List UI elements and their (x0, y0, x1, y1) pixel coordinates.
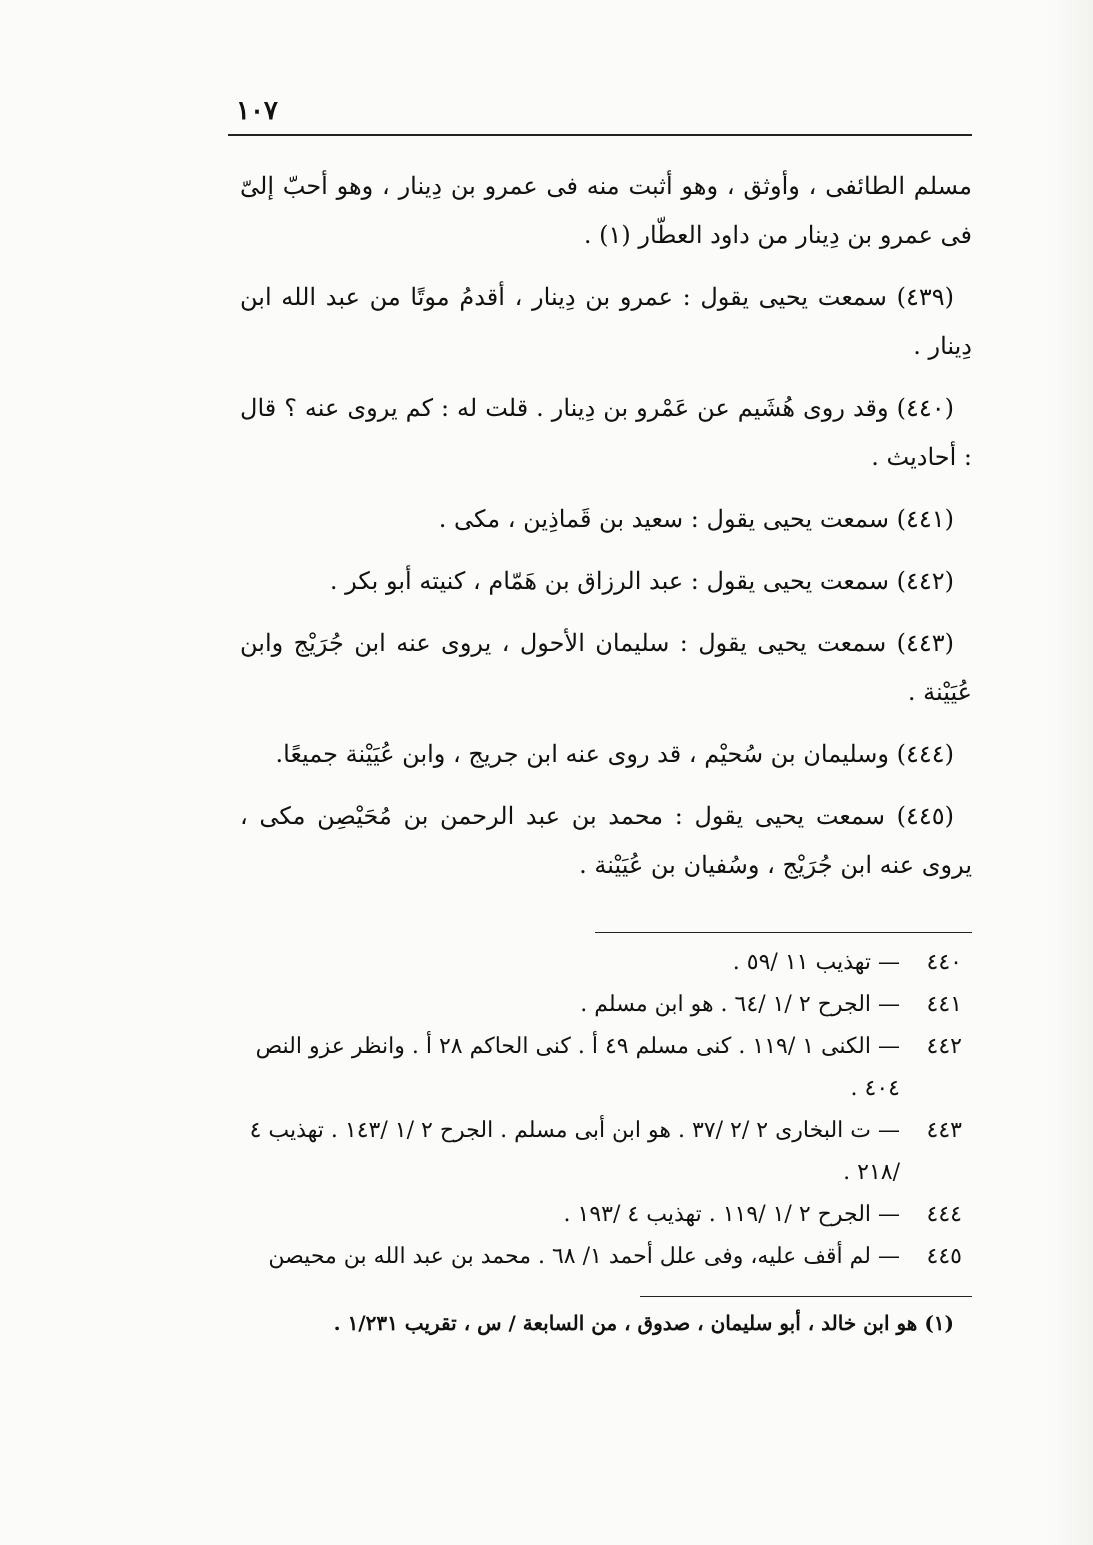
footnote-text: (١) هو ابن خالد ، أبو سليمان ، صدوق ، من السابعة / س ، تقريب ١/٢٣١ . (333, 1311, 954, 1335)
note-443 (240, 1110, 962, 1194)
note-text: — لم أقف عليه، وفى علل أحمد ١/ ٦٨ . محمد بن عبد الله بن محيصن (268, 1244, 900, 1269)
paragraph: مسلم الطائفى ، وأوثق ، وهو أثبت منه فى عمرو بن دِينار ، وهو أحبّ إلىّ فى عمرو بن دِينار من داود العطّار (١) . (240, 172, 972, 249)
paragraph-439: (٤٣٩) سمعت يحيى يقول : عمرو بن دِينار ، أقدمُ موتًا من عبد الله ابن دِينار . (240, 283, 972, 360)
note-number: ٤٤٠ (926, 950, 962, 975)
note-440 (240, 942, 962, 984)
note-number: ٤٤٣ (926, 1118, 962, 1143)
note-text: — الجرح ٢ /١ /٦٤ . هو ابن مسلم . (580, 992, 900, 1017)
page-edge (1048, 0, 1093, 1545)
note-number: ٤٤١ (926, 992, 962, 1017)
footnote (240, 1306, 972, 1340)
paragraph-443: (٤٤٣) سمعت يحيى يقول : سليمان الأحول ، يروى عنه ابن جُرَيْج وابن عُيَيْنة . (240, 629, 972, 706)
paragraph-444: (٤٤٤) وسليمان بن سُحيْم ، قد روى عنه ابن جريج ، وابن عُيَيْنة جميعًا. (275, 740, 954, 768)
note-number: ٤٤٤ (926, 1202, 962, 1227)
note-445 (240, 1236, 962, 1278)
paragraph-441: (٤٤١) سمعت يحيى يقول : سعيد بن قَماذِين ، مكى . (438, 505, 954, 533)
page-number: ١٠٧ (236, 96, 278, 126)
paragraph-442: (٤٤٢) سمعت يحيى يقول : عبد الرزاق بن هَمّام ، كنيته أبو بكر . (329, 567, 954, 595)
note-444 (240, 1194, 962, 1236)
footnote-rule (640, 1296, 972, 1297)
note-number: ٤٤٢ (926, 1034, 962, 1059)
notes-rule (595, 932, 972, 933)
header-rule (228, 134, 972, 136)
note-441 (240, 984, 962, 1026)
note-number: ٤٤٥ (926, 1244, 962, 1269)
note-text: — ت البخارى ٢ /٢ /٣٧ . هو ابن أبى مسلم . الجرح ٢ /١ /١٤٣ . تهذيب ٤ /٢١٨ . (249, 1118, 900, 1185)
note-text: — تهذيب ١١ /٥٩ . (732, 950, 900, 975)
note-442 (240, 1026, 962, 1110)
note-text: — الجرح ٢ /١ /١١٩ . تهذيب ٤ /١٩٣ . (563, 1202, 900, 1227)
paragraph-440: (٤٤٠) وقد روى هُشَيم عن عَمْرو بن دِينار . قلت له : كم يروى عنه ؟ قال : أحاديث . (240, 394, 972, 471)
paragraph-445: (٤٤٥) سمعت يحيى يقول : محمد بن عبد الرحمن بن مُحَيْصِن مكى ، يروى عنه ابن جُرَيْج ، وسُفيان بن عُيَيْنة . (240, 802, 972, 879)
note-text: — الكنى ١ /١١٩ . كنى مسلم ٤٩ أ . كنى الحاكم ٢٨ أ . وانظر عزو النص ٤٠٤ . (255, 1034, 900, 1101)
editor-notes (240, 942, 962, 1278)
main-text (240, 162, 972, 903)
